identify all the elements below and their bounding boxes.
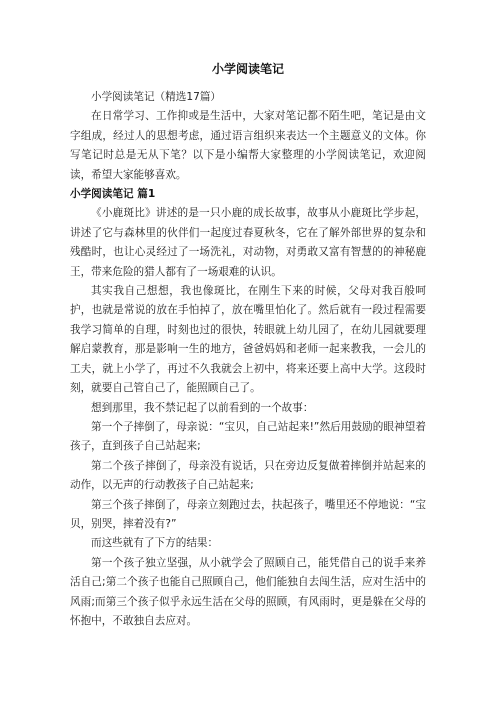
intro-paragraph: 在日常学习、工作抑或是生活中，大家对笔记都不陌生吧，笔记是由文字组成，经过人的思想考虑，通过语言组织来表达一个主题意义的文体。你写笔记时总是无从下笔？以下是小编帮大家整理的小学阅读笔记，欢迎阅读，希望大家能够喜欢。 xyxy=(70,110,426,181)
body-paragraph: 第二个孩子摔倒了，母亲没有说话，只在旁边反复做着摔倒并站起来的动作，以无声的行动教孩子自己站起来; xyxy=(70,459,426,492)
section-heading: 小学阅读笔记 篇1 xyxy=(70,188,156,201)
document-title: 小学阅读笔记 xyxy=(211,62,284,76)
body-paragraph: 《小鹿斑比》讲述的是一只小鹿的成长故事，故事从小鹿斑比学步起，讲述了它与森林里的伙伴们一起度过春夏秋冬，它在了解外部世界的复杂和残酷时，也让心灵经过了一场洗礼，对动物，对勇敢又富有智慧的的神秘鹿王，带来危险的猎人都有了一场艰难的认识。 xyxy=(70,207,426,278)
subtitle: 小学阅读笔记（精选17篇） xyxy=(91,91,222,103)
body-paragraph: 第一个子摔倒了，母亲说：“宝贝，自己站起来!”然后用鼓励的眼神望着孩子，直到孩子自己站起来; xyxy=(70,420,426,453)
document-page xyxy=(70,60,426,631)
body-paragraph: 其实我自己想想，我也像斑比，在刚生下来的时候，父母对我百般呵护，也就是常说的放在手怕掉了，放在嘴里怕化了。然后就有一段过程需要我学习简单的自理，时刻也过的很快，转眼就上幼儿园了，在幼儿园就要理解启蒙教育，那是影响一生的地方，爸爸妈妈和老师一起来教我，一会儿的工夫，就上小学了，再过不久我就会上初中，将来还要上高中大学。这段时刻，就要自己管自己了，能照顾自己了。 xyxy=(70,285,426,395)
body-paragraph: 而这些就有了下方的结果： xyxy=(91,537,219,550)
body-paragraph: 想到那里，我不禁记起了以前看到的一个故事： xyxy=(91,401,314,414)
body-paragraph: 第一个孩子独立坚强，从小就学会了照顾自己，能凭借自己的说手来养活自己;第二个孩子也能自己照顾自己，他们能独自去闯生活，应对生活中的风雨;而第三个孩子似乎永远生活在父母的照顾，有风雨时，更是躲在父母的怀抱中，不敢独自去应对。 xyxy=(70,556,426,627)
body-paragraph: 第三个孩子摔倒了，母亲立刻跑过去，扶起孩子，嘴里还不停地说：“宝贝，别哭，摔着没有?” xyxy=(70,498,426,530)
